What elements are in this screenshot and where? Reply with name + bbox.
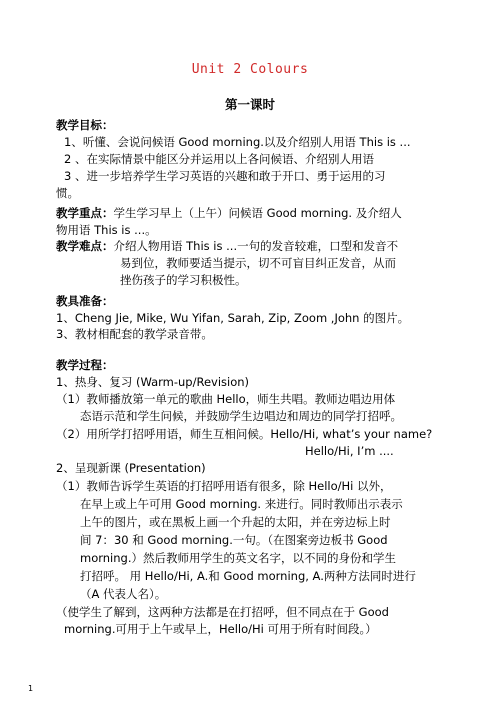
- process-text: Hello/Hi, I’m ....: [305, 444, 394, 458]
- difficulties-heading: 教学难点：: [56, 239, 114, 253]
- page-title: Unit 2 Colours: [191, 62, 309, 77]
- process-text: 打招呼。 用 Hello/Hi, A.和 Good morning, A.两种方法同时进行: [80, 569, 416, 583]
- process-step-1: 1、热身、复习 (Warm-up/Revision): [56, 375, 250, 389]
- process-text: 在早上或上午可用 Good morning. 来进行。同时教师出示表示: [80, 497, 403, 511]
- objective-3: 3 、进一步培养学生学习英语的兴趣和敢于开口、勇于运用的习: [64, 169, 386, 183]
- objective-1: 1、听懂、会说问候语 Good morning.以及介绍别人用语 This is ...: [64, 135, 411, 149]
- process-note-cont: morning.可用于上午或早上，Hello/Hi 可用于所有时间段。）: [64, 622, 377, 636]
- objective-3-cont: 惯。: [56, 186, 79, 200]
- process-heading: 教学过程：: [56, 358, 114, 372]
- process-text: （1）教师告诉学生英语的打招呼用语有很多，除 Hello/Hi 以外，: [56, 479, 392, 493]
- materials-item-1: 1、Cheng Jie, Mike, Wu Yifan, Sarah, Zip, Zoom ,John 的图片。: [56, 311, 410, 325]
- process-text: 态语示范和学生问候，并鼓励学生边唱边和周边的同学打招呼。: [80, 409, 402, 423]
- process-note: （使学生了解到，这两种方法都是在打招呼，但不同点在于 Good: [56, 605, 389, 619]
- page-number: 1: [28, 684, 34, 693]
- process-text: （2）用所学打招呼用语，师生互相问候。Hello/Hi, what’s your name?: [56, 427, 433, 441]
- difficulties-line: [56, 238, 398, 254]
- key-points-line: [56, 205, 402, 221]
- process-text: morning.）然后教师用学生的英文名字，以不同的身份和学生: [80, 551, 396, 565]
- lesson-subtitle: 第一课时: [224, 97, 275, 112]
- objective-2: 2 、在实际情景中能区分并运用以上各问候语、介绍别人用语: [64, 152, 374, 166]
- key-points-text: 学生学习早上（上午）问候语 Good morning. 及介绍人: [113, 206, 402, 220]
- materials-heading: 教具准备：: [56, 294, 114, 308]
- key-points-cont: 物用语 This is ...。: [56, 223, 157, 237]
- process-text: （A 代表人名）。: [80, 587, 167, 601]
- process-text: 间 7：30 和 Good morning.一句。（在图案旁边板书 Good: [80, 533, 388, 547]
- objectives-heading: 教学目标：: [56, 118, 114, 132]
- materials-item-2: 3、教材相配套的教学录音带。: [56, 327, 213, 341]
- process-text: 上午的图片，或在黑板上画一个升起的太阳，并在旁边标上时: [80, 515, 391, 529]
- difficulties-text: 介绍人物用语 This is ...一句的发音较难，口型和发音不: [113, 239, 399, 253]
- process-text: （1）教师播放第一单元的歌曲 Hello，师生共唱。教师边唱边用体: [56, 392, 396, 406]
- difficulties-cont-2: 挫伤孩子的学习积极性。: [120, 273, 247, 287]
- key-points-heading: 教学重点：: [56, 206, 114, 220]
- difficulties-cont-1: 易到位，教师要适当提示，切不可盲目纠正发音，从而: [120, 256, 396, 270]
- process-step-2: 2、呈现新课 (Presentation): [56, 461, 206, 475]
